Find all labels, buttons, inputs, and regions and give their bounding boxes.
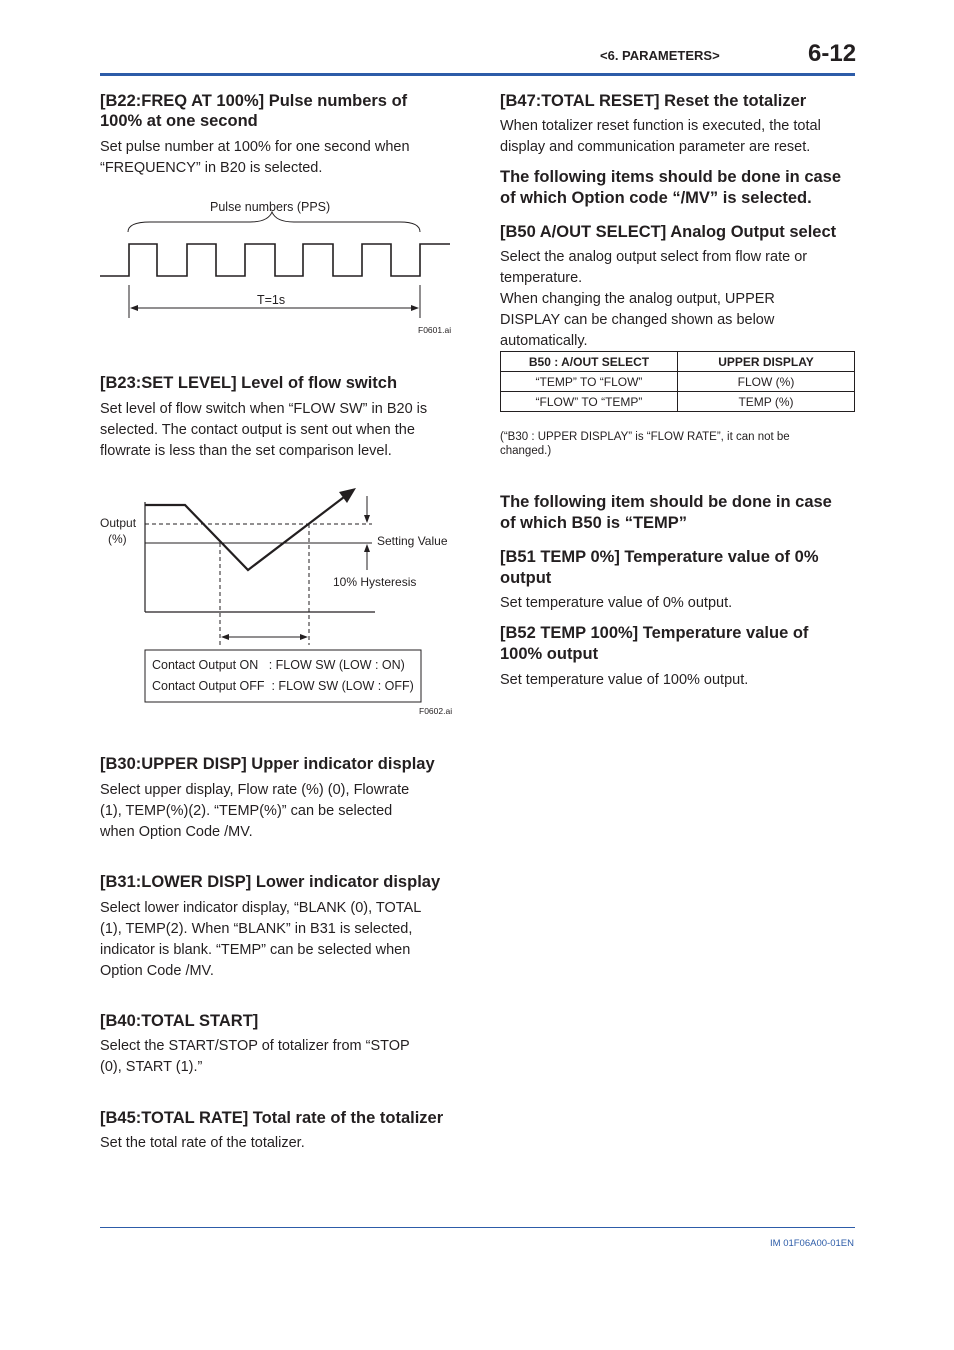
pulse-label: Pulse numbers (PPS) [210,200,331,214]
b51-title-line1: [B51 TEMP 0%] Temperature value of 0% [500,548,819,566]
b52-title-line2: 100% output [500,645,599,663]
b22-title-line2: 100% at one second [100,112,258,130]
pulse-brace [128,212,420,232]
b50-title: [B50 A/OUT SELECT] Analog Output select [500,223,837,241]
b50-select-table [500,351,855,412]
mv-note-line2: of which Option code “/MV” is selected. [500,189,812,207]
temp-note-line2: of which B50 is “TEMP” [500,514,688,532]
period-label: T=1s [257,293,286,307]
output-curve [145,494,348,570]
b50-body-line5: automatically. [500,333,588,349]
table-cell: TEMP (%) [678,392,855,412]
section-header: <6. PARAMETERS> [600,48,720,63]
b47-body-line1: When totalizer reset function is executed, the total [500,118,821,134]
b31-body-line1: Select lower indicator display, “BLANK (0), TOTAL [100,900,422,916]
table-row [501,392,855,412]
hysteresis-head-top [364,515,370,523]
b30-body-line3: when Option Code /MV. [100,824,253,840]
b47-body-line2: display and communication parameter are reset. [500,139,811,155]
b50-body-line2: temperature. [500,270,583,286]
b40-body-line1: Select the START/STOP of totalizer from “STOP [100,1038,410,1054]
b52-body: Set temperature value of 100% output. [500,672,749,688]
flow-switch-figure [90,480,460,725]
b23-body-line2: selected. The contact output is sent out when the [100,422,415,438]
b45-title: [B45:TOTAL RATE] Total rate of the totalizer [100,1109,444,1127]
b50-body-line1: Select the analog output select from flow rate or [500,249,808,265]
b50-note-line1: (“B30 : UPPER DISPLAY” is “FLOW RATE”, it can not be [500,431,790,443]
b52-title-line1: [B52 TEMP 100%] Temperature value of [500,624,809,642]
fig-id-f0602: F0602.ai [419,706,453,716]
page-number: 6-12 [808,40,857,67]
mv-note-line1: The following items should be done in case [500,168,842,186]
pulse-wave [100,244,450,276]
table-header-cell: UPPER DISPLAY [678,352,855,372]
b31-body-line3: indicator is blank. “TEMP” can be selected when [100,942,411,958]
b23-title: [B23:SET LEVEL] Level of flow switch [100,374,398,392]
fig-id-f0601: F0601.ai [418,325,452,335]
b50-table-note [500,430,850,458]
b51-title-line2: output [500,569,552,587]
table-cell: “TEMP” TO “FLOW” [501,372,678,392]
b22-body-line1: Set pulse number at 100% for one second when [100,139,410,155]
b22-body-line2: “FREQUENCY” in B20 is selected. [100,160,323,176]
b50-note-line2: changed.) [500,445,552,457]
b30-body-line1: Select upper display, Flow rate (%) (0), Flowrate [100,782,410,798]
b23-body-line3: flowrate is less than the set comparison level. [100,443,392,459]
y-label-2: (%) [108,532,127,546]
table-cell: FLOW (%) [678,372,855,392]
b47-title: [B47:TOTAL RESET] Reset the totalizer [500,92,807,110]
b31-body-line4: Option Code /MV. [100,963,214,979]
b50-body-line3: When changing the analog output, UPPER [500,291,775,307]
setting-value-label: Setting Value [377,534,448,548]
b51-body: Set temperature value of 0% output. [500,595,733,611]
curve-arrowhead [339,488,356,503]
b22-title-line1: [B22:FREQ AT 100%] Pulse numbers of [100,92,408,110]
b40-body-line2: (0), START (1).” [100,1059,203,1075]
table-header-row [501,352,855,372]
footer-rule [100,1227,855,1228]
period-arrowhead-right [411,305,419,311]
b40-title: [B40:TOTAL START] [100,1012,259,1030]
period-arrowhead-left [130,305,138,311]
contact-off-label: Contact Output OFF : FLOW SW (LOW : OFF) [152,679,414,693]
table-row [501,372,855,392]
b23-body-line1: Set level of flow switch when “FLOW SW” in B20 is [100,401,428,417]
table-cell: “FLOW” TO “TEMP” [501,392,678,412]
hysteresis-head-bottom [364,544,370,552]
doc-id: IM 01F06A00-01EN [770,1238,854,1249]
temp-note-line1: The following item should be done in case [500,493,832,511]
y-label-1: Output [100,516,137,530]
on-interval-head-left [221,634,229,640]
hysteresis-label: 10% Hysteresis [333,575,417,589]
on-interval-head-right [300,634,308,640]
pulse-figure [90,190,460,340]
b30-title: [B30:UPPER DISP] Upper indicator display [100,755,435,773]
b31-title: [B31:LOWER DISP] Lower indicator display [100,873,441,891]
table-header-cell: B50 : A/OUT SELECT [501,352,678,372]
b31-body-line2: (1), TEMP(2). When “BLANK” in B31 is selected, [100,921,413,937]
contact-on-label: Contact Output ON : FLOW SW (LOW : ON) [152,658,405,672]
b45-body: Set the total rate of the totalizer. [100,1135,305,1151]
b50-body-line4: DISPLAY can be changed shown as below [500,312,775,328]
b30-body-line2: (1), TEMP(%)(2). “TEMP(%)” can be selected [100,803,393,819]
header-rule [100,73,855,76]
